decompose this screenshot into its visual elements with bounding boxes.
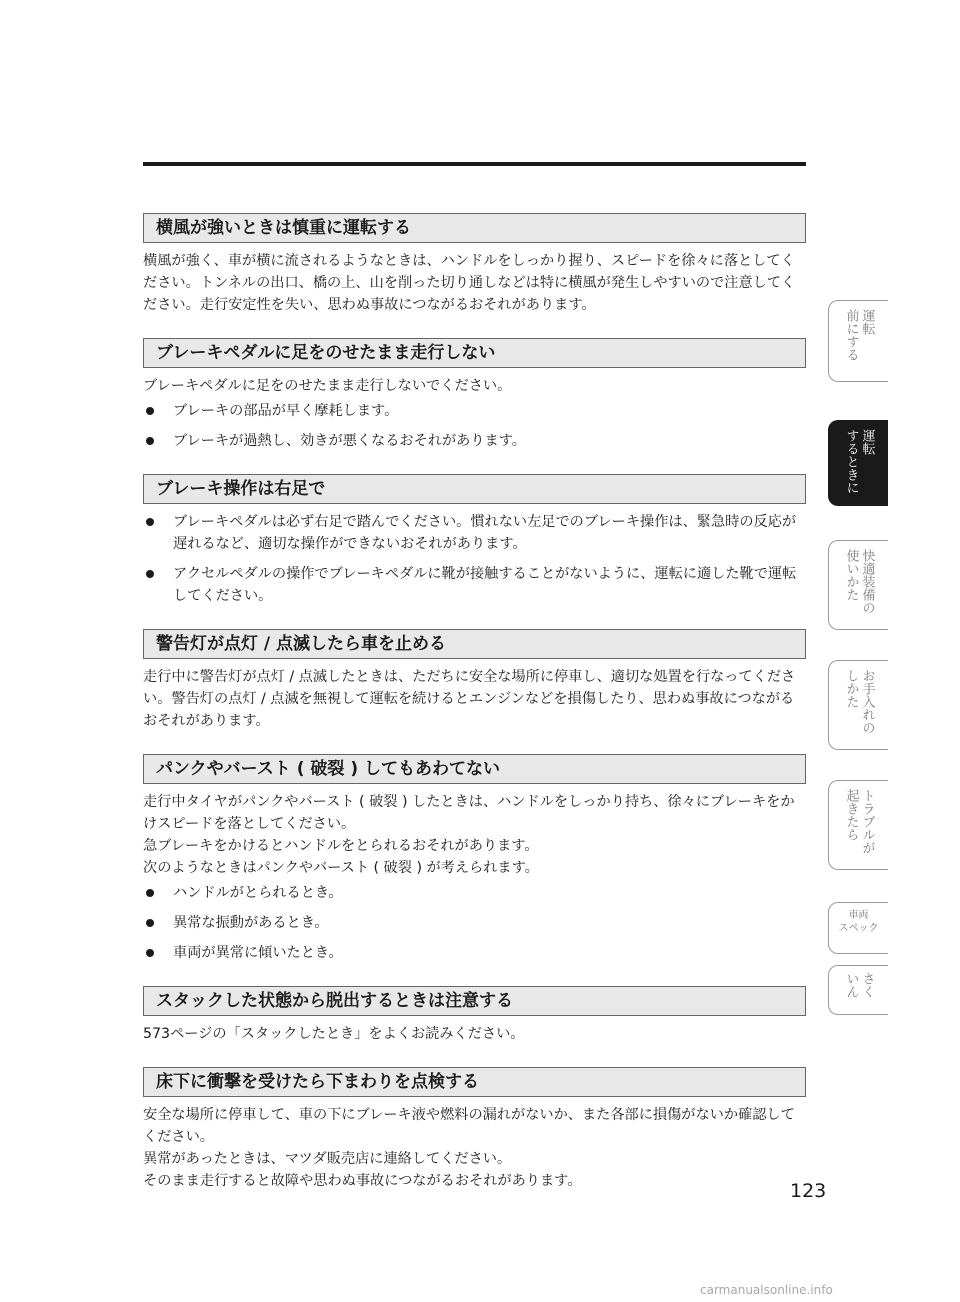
section-heading: ブレーキ操作は右足で <box>143 474 806 504</box>
section-paragraph: 横風が強く、車が横に流されるようなときは、ハンドルをしっかり握り、スピードを徐々に落としてください。トンネルの出口、橋の上、山を削った切り通しなどは特に横風が発生しやすいので注意してください。走行安定性を失い、思わぬ事故につながるおそれがあります。 <box>143 253 796 313</box>
tab-label: 快適装備の <box>859 549 875 614</box>
tab-vehicle-spec[interactable] <box>828 902 888 954</box>
bullet-icon <box>146 919 154 927</box>
list-item-text: ブレーキの部品が早く摩耗します。 <box>173 403 399 419</box>
section-tire-burst <box>143 754 806 964</box>
section-paragraph: 573ページの「スタックしたとき」をよくお読みください。 <box>143 1026 525 1042</box>
section-brake-right-foot <box>143 474 806 607</box>
tab-label: スペック <box>838 923 879 934</box>
tab-label: お手入れの <box>859 669 875 734</box>
section-paragraph: そのまま走行すると故障や思わぬ事故につながるおそれがあります。 <box>143 1173 582 1189</box>
section-paragraph: 走行中タイヤがパンクやバースト ( 破裂 ) したときは、ハンドルをしっかり持ち、徐々にブレーキをかけスピードを落としてください。 <box>143 794 795 832</box>
tab-label: するときに <box>843 429 859 494</box>
tab-while-driving[interactable] <box>828 420 888 506</box>
list-item <box>143 942 806 964</box>
section-heading: パンクやバースト ( 破裂 ) してもあわてない <box>143 754 806 784</box>
list-item <box>143 400 806 422</box>
page-number: 123 <box>790 1180 827 1202</box>
bullet-list <box>143 882 806 964</box>
tab-label: しかた <box>843 669 859 708</box>
list-item-text: ブレーキが過熱し、効きが悪くなるおそれがあります。 <box>173 433 526 449</box>
section-paragraph: 安全な場所に停車して、車の下にブレーキ液や燃料の漏れがないか、また各部に損傷がないか確認してください。 <box>143 1107 795 1145</box>
tab-label: 運転 <box>859 309 875 335</box>
section-stuck <box>143 986 806 1045</box>
top-rule <box>143 162 806 166</box>
section-underbody-impact <box>143 1067 806 1192</box>
list-item <box>143 430 806 452</box>
bullet-icon <box>146 889 154 897</box>
tab-label: 使いかた <box>843 549 859 601</box>
tab-label: いん <box>843 972 859 998</box>
section-heading: ブレーキペダルに足をのせたまま走行しない <box>143 338 806 368</box>
bullet-icon <box>146 518 154 526</box>
tab-label: 前にする <box>843 309 859 361</box>
list-item-text: アクセルペダルの操作でブレーキペダルに靴が接触することがないように、運転に適した靴で運転してください。 <box>173 566 797 604</box>
watermark: carmanualsonline.info <box>700 1283 833 1297</box>
tab-comfort-equipment[interactable] <box>828 540 888 630</box>
main-content <box>143 213 806 1214</box>
list-item <box>143 511 806 555</box>
tab-maintenance[interactable] <box>828 660 888 750</box>
tab-label: 運転 <box>859 429 875 455</box>
tab-label: トラブルが <box>859 789 875 854</box>
section-heading: スタックした状態から脱出するときは注意する <box>143 986 806 1016</box>
list-item-text: 車両が異常に傾いたとき。 <box>173 945 343 961</box>
section-heading: 警告灯が点灯 / 点滅したら車を止める <box>143 629 806 659</box>
bullet-list <box>143 400 806 452</box>
section-paragraph: 次のようなときはパンクやバースト ( 破裂 ) が考えられます。 <box>143 860 539 876</box>
section-paragraph: 急ブレーキをかけるとハンドルをとられるおそれがあります。 <box>143 838 539 854</box>
bullet-icon <box>146 570 154 578</box>
tab-label: 車両 <box>848 910 869 921</box>
section-warning-light <box>143 629 806 732</box>
section-heading: 床下に衝撃を受けたら下まわりを点検する <box>143 1067 806 1097</box>
list-item-text: ハンドルがとられるとき。 <box>173 885 343 901</box>
list-item-text: ブレーキペダルは必ず右足で踏んでください。慣れない左足でのブレーキ操作は、緊急時の反応が遅れるなど、適切な操作ができないおそれがあります。 <box>173 514 797 552</box>
section-crosswind <box>143 213 806 316</box>
list-item <box>143 882 806 904</box>
section-heading: 横風が強いときは慎重に運転する <box>143 213 806 243</box>
bullet-icon <box>146 407 154 415</box>
section-paragraph: ブレーキペダルに足をのせたまま走行しないでください。 <box>143 378 512 394</box>
tab-label: 起きたら <box>843 789 859 841</box>
bullet-list <box>143 511 806 607</box>
section-paragraph: 異常があったときは、マツダ販売店に連絡してください。 <box>143 1151 512 1167</box>
list-item <box>143 563 806 607</box>
bullet-icon <box>146 437 154 445</box>
tab-label: さく <box>859 972 875 998</box>
tab-index[interactable] <box>828 965 888 1015</box>
list-item <box>143 912 806 934</box>
list-item-text: 異常な振動があるとき。 <box>173 915 329 931</box>
section-paragraph: 走行中に警告灯が点灯 / 点滅したときは、ただちに安全な場所に停車し、適切な処置を行なってください。警告灯の点灯 / 点滅を無視して運転を続けるとエンジンなどを損傷したり、思わぬ事故につながるおそれがあります。 <box>143 669 796 729</box>
tab-before-driving[interactable] <box>828 300 888 382</box>
tab-troubleshooting[interactable] <box>828 780 888 870</box>
bullet-icon <box>146 949 154 957</box>
section-brake-foot-rest <box>143 338 806 452</box>
